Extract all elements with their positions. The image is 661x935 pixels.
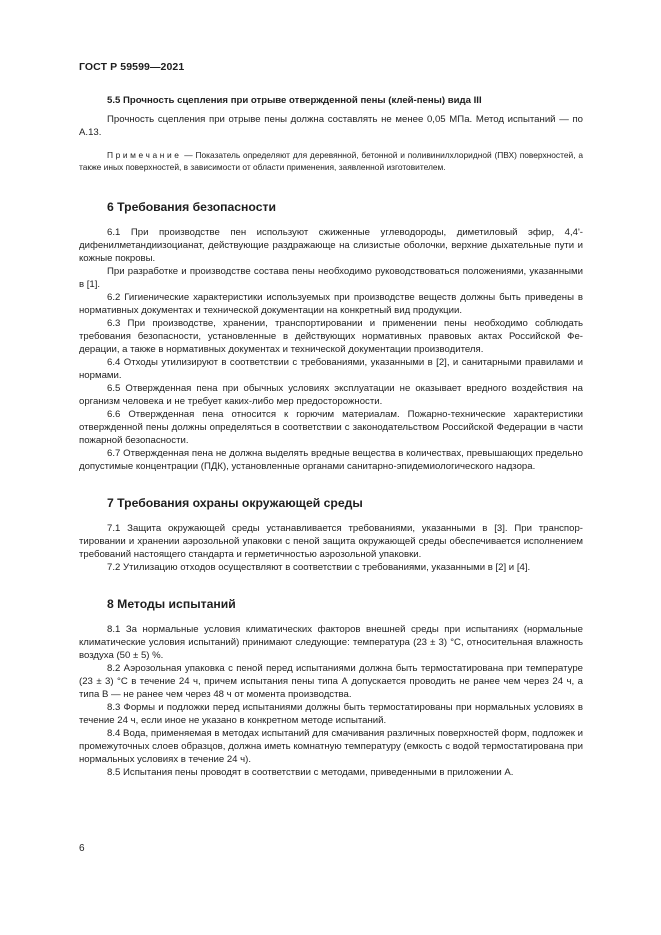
note (79, 149, 583, 173)
page-content (79, 88, 583, 779)
section-8-paragraph: 8.1 За нормальные условия климатических факторов внешней среды при испытаниях (нормальные климатические условия испытаний) принимают следующие: температура (23 ± 3) °С, относительная влажность воздуха (50 ± 5) %. (79, 624, 583, 661)
subsection-5-5-text: Прочность сцепления при отрыве пены должна составлять не менее 0,05 МПа. Метод испытаний — по А.13. (79, 114, 583, 138)
note-text: — Показатель определяют для деревянной, бетонной и поливинилхлоридной (ПВХ) поверхностей, а также иных поверхностей, в зависимости от области применения, заявленной изготовителем. (79, 150, 583, 172)
section-6-paragraph: 6.4 Отходы утилизируют в соответствии с требованиями, указанными в [2], и санитарными правилами и нормами. (79, 357, 583, 381)
section-8-paragraph: 8.4 Вода, применяемая в методах испытаний для смачивания различных поверхностей форм, подложек и промежуточных слоев образцов, должна иметь комнатную температуру (емкость с водой термостатирована при нормальных условиях в течение 24 ч). (79, 728, 583, 765)
section-8-title: 8 Методы испытаний (107, 597, 236, 611)
page-number: 6 (79, 843, 85, 854)
section-6-title: 6 Требования безопасности (107, 200, 276, 214)
section-6-paragraph: 6.6 Отвержденная пена относится к горючим материалам. Пожарно-технические характеристики отвержденной пены должны определяться в соответствии с законодательством Российской Федерации в части пожарной безопасности. (79, 409, 583, 446)
section-7-title: 7 Требования охраны окружающей среды (107, 496, 363, 510)
section-7-paragraph: 7.1 Защита окружающей среды устанавливается требованиями, указанными в [3]. При транспортировании и хранении аэрозольной упаковки с пеной защита окружающей среды обеспечивается исполнением требований настоящего стандарта и герметичностью аэрозольной упаковки. (79, 523, 583, 560)
section-6-paragraph: 6.7 Отвержденная пена не должна выделять вредные вещества в количествах, превышающих предельно допустимые концентрации (ПДК), установленные органами санитарно-эпидемиологического надзора. (79, 448, 583, 472)
section-6-paragraph: При разработке и производстве состава пены необходимо руководствоваться положениями, указанными в [1]. (79, 266, 583, 290)
section-6-paragraph: 6.1 При производстве пен используют сжиженные углеводороды, диметиловый эфир, 4,4'-дифенилметандиизоцианат, действующие раздражающе на слизистые оболочки, верхние дыхательные пути и кожные покровы. (79, 227, 583, 264)
standard-header: ГОСТ Р 59599—2021 (79, 61, 185, 73)
section-7-paragraph: 7.2 Утилизацию отходов осуществляют в соответствии с требованиями, указанными в [2] и [4]. (107, 562, 531, 573)
section-8-paragraph: 8.3 Формы и подложки перед испытаниями должны быть термостатированы при нормальных условиях в течение 24 ч, если иное не указано в конкретном методе испытаний. (79, 702, 583, 726)
subsection-5-5-title: 5.5 Прочность сцепления при отрыве отвержденной пены (клей-пены) вида III (107, 95, 482, 106)
section-6-paragraph: 6.5 Отвержденная пена при обычных условиях эксплуатации не оказывает вредного воздействия на организм человека и не требует каких-либо мер предосторожности. (79, 383, 583, 407)
section-8-paragraph: 8.5 Испытания пены проводят в соответствии с методами, приведенными в приложении А. (107, 767, 514, 778)
section-6-paragraph: 6.3 При производстве, хранении, транспортировании и применении пены необходимо соблюдать требования безопасности, установленные в действующих нормативных правовых актах Российской Федерации, а также в нормативных документах и технической документации производителя. (79, 318, 583, 355)
section-6-paragraph: 6.2 Гигиенические характеристики используемых при производстве веществ должны быть приведены в нормативных документах и технической документации на конкретный вид продукции. (79, 292, 583, 316)
section-8-paragraph: 8.2 Аэрозольная упаковка с пеной перед испытаниями должна быть термостатирована при температуре (23 ± 3) °С в течение 24 ч, причем испытания пены типа А допускается проводить не ранее чем через 24 ч, а типа В — не ранее чем через 48 ч от момента производства. (79, 663, 583, 700)
note-label: Примечание (107, 150, 182, 160)
